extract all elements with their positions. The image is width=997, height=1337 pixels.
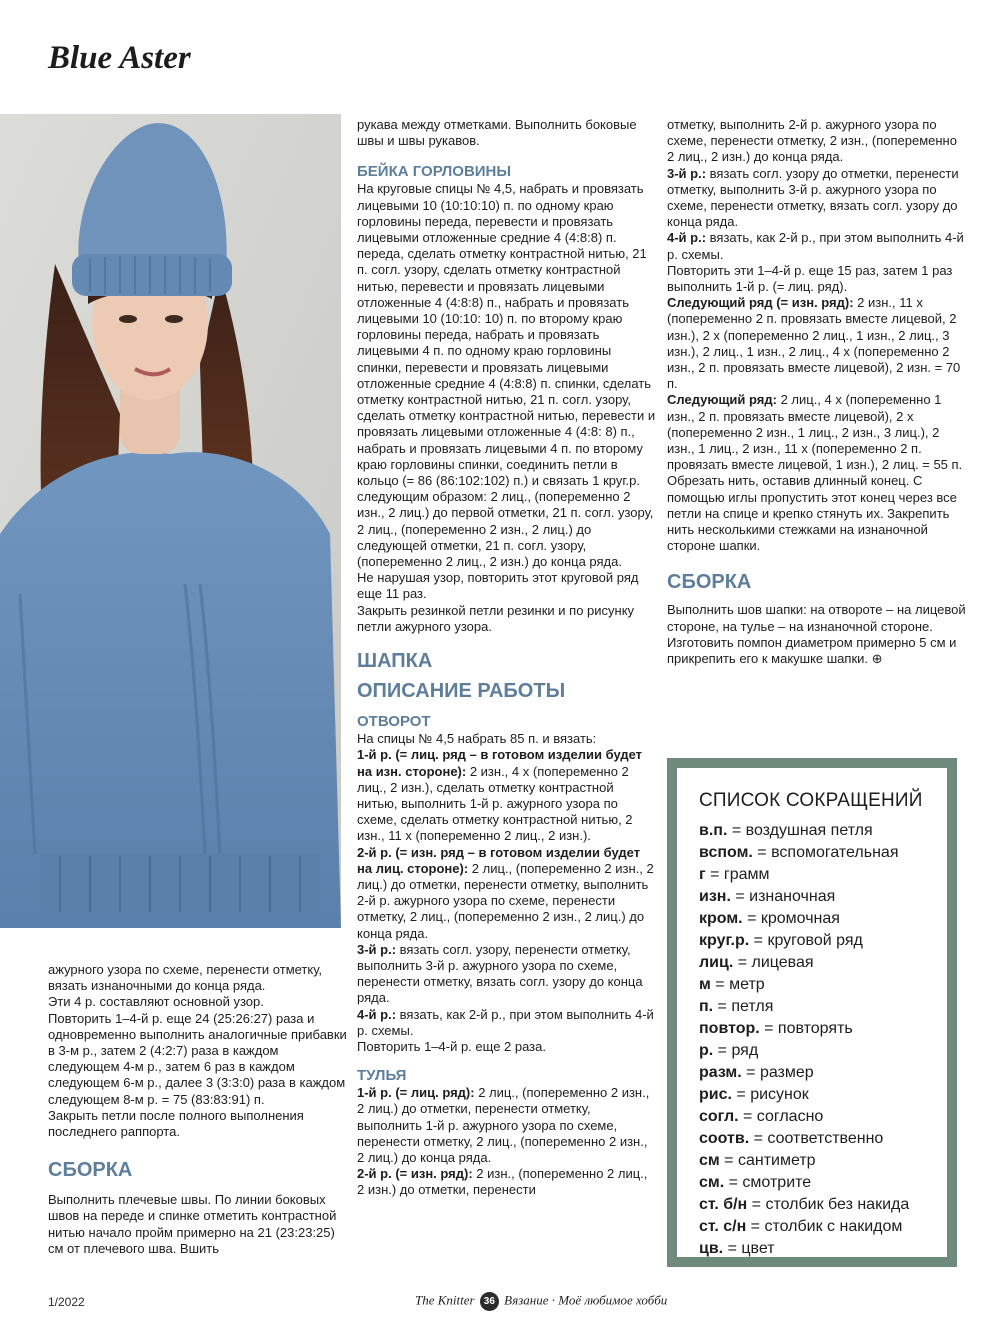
- hat-heading: ШАПКА: [357, 650, 433, 673]
- abbr: ст. б/н: [699, 1196, 748, 1213]
- meaning: = кромочная: [742, 910, 840, 927]
- abbreviation-item: [699, 864, 947, 886]
- row-text: 2 изн., 11 х (попеременно 2 п. провязать вместе лицевой, 2 изн.), 2 х (попеременно 2 лиц., 1 изн., 2 лиц., 3 изн.), 2 лиц., 1 изн., 2 лиц., 4 х (попеременно 2 изн., 2 п. провязать вместе лицевой), 2 изн. = 70 п.: [667, 295, 961, 392]
- intro-text: отметку, выполнить 2-й р. ажурного узора по схеме, перенести отметку, 2 изн., (попеременно 2 лиц., 2 изн.) до конца ряда.: [667, 117, 957, 165]
- crown-row-1: [357, 1085, 657, 1166]
- magazine-subtitle: Вязание · Моё любимое хобби: [504, 1292, 668, 1308]
- meaning: = метр: [710, 976, 765, 993]
- paragraph: Эти 4 р. составляют основной узор.: [48, 994, 264, 1010]
- abbreviation-item: [699, 1040, 947, 1062]
- paragraph: ажурного узора по схеме, перенести отметку, вязать изнаночными до конца ряда.: [48, 962, 323, 994]
- abbr: г: [699, 866, 706, 883]
- row-text: вязать, как 2-й р., при этом выполнить 4-й р. схемы.: [667, 230, 964, 262]
- meaning: = цвет: [723, 1240, 775, 1257]
- row-3: [667, 166, 967, 231]
- row-text: 2 изн., (попеременно 2 лиц., 2 изн.) до отметки, перенести: [357, 1166, 648, 1198]
- paragraph: Повторить 1–4-й р. еще 24 (25:26:27) раза и одновременно выполнить аналогичные прибавки в 3-м р., затем 2 (4:2:7) раза в каждом следующем 4-м р., затем 6 раз в каждом следующем 6-м р., далее 3 (3:3:0) раза в каждом следующем 8-м р. = 75 (83:83:91) п.: [48, 1010, 347, 1107]
- abbreviations-box: [667, 758, 957, 1267]
- meaning: = грамм: [705, 866, 770, 883]
- abbr: изн.: [699, 888, 731, 905]
- row-label: 2-й р. (= изн. ряд):: [357, 1166, 473, 1182]
- abbr: р.: [699, 1042, 714, 1059]
- crown-row-2: [357, 1166, 657, 1198]
- meaning: = размер: [741, 1064, 814, 1081]
- abbr: цв.: [699, 1240, 724, 1257]
- assembly-text: Выполнить плечевые швы. По линии боковых швов на переде и спинке отметить контрастной нитью начало пройм примерно на 21 (23:23:25) см от плечевого шва. Вшить: [48, 1192, 337, 1256]
- cuff-heading: ОТВОРОТ: [357, 713, 431, 731]
- middle-column: [357, 117, 657, 1199]
- abbreviation-item: [699, 820, 947, 842]
- meaning: = круговой ряд: [749, 932, 863, 949]
- abbreviation-item: [699, 1238, 947, 1260]
- abbreviations-title: СПИСОК СОКРАЩЕНИЙ: [699, 790, 923, 811]
- intro-text: рукава между отметками. Выполнить боковые швы и швы рукавов.: [357, 117, 637, 149]
- page-title: Blue Aster: [48, 40, 191, 76]
- abbreviation-item: [699, 1194, 947, 1216]
- meaning: = лицевая: [733, 954, 814, 971]
- neck-band-text-2: Не нарушая узор, повторить этот круговой ряд еще 11 раз.: [357, 570, 639, 602]
- abbreviation-item: [699, 996, 947, 1018]
- row-label: 3-й р.:: [357, 941, 397, 957]
- assembly-text-content: Выполнить шов шапки: на отвороте – на лицевой стороне, на тулье – на изнаночной стороне. Изготовить помпон диаметром примерно 5 см и прикрепить его к макушке шапки.: [667, 602, 966, 667]
- assembly-heading: СБОРКА: [48, 1159, 133, 1182]
- next-row-2: [667, 392, 967, 473]
- abbreviations-inner: [677, 768, 947, 1257]
- meaning: = сантиметр: [719, 1152, 816, 1169]
- abbreviation-item: [699, 1150, 947, 1172]
- right-column: [667, 117, 967, 667]
- abbr: кром.: [699, 910, 743, 927]
- row-text: вязать согл. узору, перенести отметку, выполнить 3-й р. ажурного узора по схеме, перенести отметку, вязать согл. узору до конца ряда.: [357, 941, 643, 1006]
- row-label: 4-й р.:: [667, 230, 707, 246]
- magazine-footer: [415, 1292, 667, 1311]
- meaning: = вспомогательная: [752, 844, 899, 861]
- row-text: вязать, как 2-й р., при этом выполнить 4-й р. схемы.: [357, 1006, 654, 1038]
- row-text: 2 изн., 4 х (попеременно 2 лиц., 2 изн.), сделать отметку контрастной нитью, выполнить 1-й р. ажурного узора по схеме, сделать отметку контрастной нитью, 2 изн., 11 х (попеременно 2 лиц., 2 изн.).: [357, 763, 633, 844]
- model-illustration: [0, 114, 341, 928]
- row-text: 2 лиц., 4 х (попеременно 1 изн., 2 п. провязать вместе лицевой), 2 х (попеременно 2 изн., 1 лиц., 2 изн., 3 лиц.), 2 изн., 1 лиц., 2 изн., 11 х (попеременно 2 п. провязать вместе лицевой, 1 изн.), 2 лиц. = 55 п.: [667, 392, 963, 473]
- abbr: круг.р.: [699, 932, 750, 949]
- abbreviations-list: [699, 820, 947, 1260]
- row-label: 2-й р. (= изн. ряд – в готовом изделии будет на лиц. стороне):: [357, 844, 641, 876]
- meaning: = согласно: [738, 1108, 824, 1125]
- abbreviation-item: [699, 1128, 947, 1150]
- abbr: согл.: [699, 1108, 739, 1125]
- end-mark-icon: ⊕: [871, 651, 883, 667]
- abbreviation-item: [699, 952, 947, 974]
- abbr: лиц.: [699, 954, 734, 971]
- row-label: Следующий ряд (= изн. ряд):: [667, 295, 854, 311]
- abbr: разм.: [699, 1064, 742, 1081]
- cuff-row-2: [357, 845, 657, 942]
- row-4: [667, 230, 967, 262]
- assembly-text: [667, 602, 967, 667]
- abbr: м: [699, 976, 711, 993]
- cuff-intro: На спицы № 4,5 набрать 85 п. и вязать:: [357, 731, 597, 747]
- abbreviation-item: [699, 842, 947, 864]
- neck-band-heading: БЕЙКА ГОРЛОВИНЫ: [357, 163, 512, 181]
- abbreviation-item: [699, 930, 947, 952]
- abbreviation-item: [699, 1216, 947, 1238]
- abbreviation-item: [699, 1106, 947, 1128]
- left-column: [48, 962, 348, 1257]
- row-text: 2 лиц., (попеременно 2 изн., 2 лиц.) до отметки, перенести отметку, выполнить 1-й р. ажурного узора по схеме, перенести отметку, 2 лиц., (попеременно 2 изн., 2 лиц.) до конца ряда.: [357, 1085, 650, 1165]
- abbr: ст. с/н: [699, 1218, 747, 1235]
- meaning: = столбик с накидом: [746, 1218, 903, 1235]
- abbr: соотв.: [699, 1130, 750, 1147]
- row-label: 1-й р. (= лиц. ряд):: [357, 1085, 475, 1101]
- work-description-heading: ОПИСАНИЕ РАБОТЫ: [357, 680, 566, 703]
- row-label: 3-й р.:: [667, 165, 707, 181]
- crown-heading: ТУЛЬЯ: [357, 1067, 407, 1085]
- assembly-heading: СБОРКА: [667, 571, 752, 594]
- meaning: = смотрите: [724, 1174, 812, 1191]
- abbr: повтор.: [699, 1020, 760, 1037]
- abbreviation-item: [699, 1062, 947, 1084]
- next-row-1: [667, 295, 967, 392]
- meaning: = изнаночная: [730, 888, 836, 905]
- meaning: = воздушная петля: [727, 822, 873, 839]
- cuff-repeat: Повторить 1–4-й р. еще 2 раза.: [357, 1038, 546, 1054]
- row-text: вязать согл. узору до отметки, перенести отметку, выполнить 3-й р. ажурного узора по схеме, перенести отметку, вязать согл. узору до конца ряда.: [667, 165, 959, 230]
- finish-text: Обрезать нить, оставив длинный конец. С помощью иглы пропустить этот конец через все петли на спице и крепко стянуть их. Закрепить нить несколькими стежками на изнаночной стороне шапки.: [667, 473, 957, 554]
- meaning: = повторять: [759, 1020, 853, 1037]
- abbreviation-item: [699, 1084, 947, 1106]
- meaning: = столбик без накида: [747, 1196, 910, 1213]
- paragraph: Закрыть петли после полного выполнения последнего раппорта.: [48, 1107, 304, 1140]
- meaning: = рисунок: [731, 1086, 809, 1103]
- abbreviation-item: [699, 1172, 947, 1194]
- model-photo: [0, 114, 341, 928]
- cuff-row-3: [357, 942, 657, 1007]
- abbr: см: [699, 1152, 720, 1169]
- abbr: рис.: [699, 1086, 732, 1103]
- abbr: в.п.: [699, 822, 728, 839]
- cuff-row-4: [357, 1007, 657, 1039]
- abbreviation-item: [699, 886, 947, 908]
- cuff-row-1: [357, 747, 657, 844]
- meaning: = петля: [713, 998, 774, 1015]
- abbreviation-item: [699, 908, 947, 930]
- abbreviation-item: [699, 974, 947, 996]
- row-text: 2 лиц., (попеременно 2 изн., 2 лиц.) до отметки, перенести отметку, выполнить 2-й р. ажурного узора по схеме, перенести отметку, 2 лиц., (попеременно 2 изн., 2 лиц.) до конца ряда.: [357, 860, 654, 941]
- abbr: см.: [699, 1174, 725, 1191]
- row-label: Следующий ряд:: [667, 392, 777, 408]
- meaning: = ряд: [713, 1042, 759, 1059]
- neck-band-text: На круговые спицы № 4,5, набрать и провязать лицевыми 10 (10:10:10) п. по одному краю горловины переда, перевести и провязать лицевыми отложенные средние 4 (4:8:8) п. переда, сделать отметку контрастной нитью, 21 п. согл. узору, сделать отметку контрастной нитью, перевести и провязать лицевыми отложенные 4 (4:8:8) п., набрать и провязать лицевыми 10 (10:10: 10) п. по второму краю горловины переда, набрать и провязать лицевыми 4 п. по одному краю горловины спинки, перевести и провязать лицевыми отложенные средние 4 (4:8:8) п. спинки, сделать отметку контрастной нитью, 21 п. согл. узору, сделать отметку контрастной нитью, перевести и провязать лицевыми отложенные 4 (4:8: 8) п., набрать и провязать лицевыми 4 п. по второму краю горловины спинки, соединить петли в кольцо (= 86 (86:102:102) п.) и связать 1 круг.р. следующим образом: 2 лиц., (попеременно 2 изн., 2 лиц.) до первой отметки, 21 п. согл. узору, 2 лиц., (попеременно 2 изн., 2 лиц.) до следующей отметки, 21 п. согл. узору, (попеременно 2 лиц., 2 изн.) до конца ряда.: [357, 181, 656, 570]
- page-number: 36: [480, 1292, 499, 1311]
- magazine-name: The Knitter: [415, 1292, 475, 1308]
- abbr: вспом.: [699, 844, 753, 861]
- neck-band-text-3: Закрыть резинкой петли резинки и по рисунку петли ажурного узора.: [357, 602, 635, 634]
- abbr: п.: [699, 998, 714, 1015]
- repeat-text: Повторить эти 1–4-й р. еще 15 раз, затем 1 раз выполнить 1-й р. (= лиц. ряд).: [667, 262, 953, 295]
- meaning: = соответственно: [749, 1130, 884, 1147]
- row-label: 1-й р. (= лиц. ряд – в готовом изделии будет на изн. стороне):: [357, 747, 643, 779]
- row-label: 4-й р.:: [357, 1006, 397, 1022]
- abbreviation-item: [699, 1018, 947, 1040]
- issue-date: 1/2022: [48, 1295, 85, 1309]
